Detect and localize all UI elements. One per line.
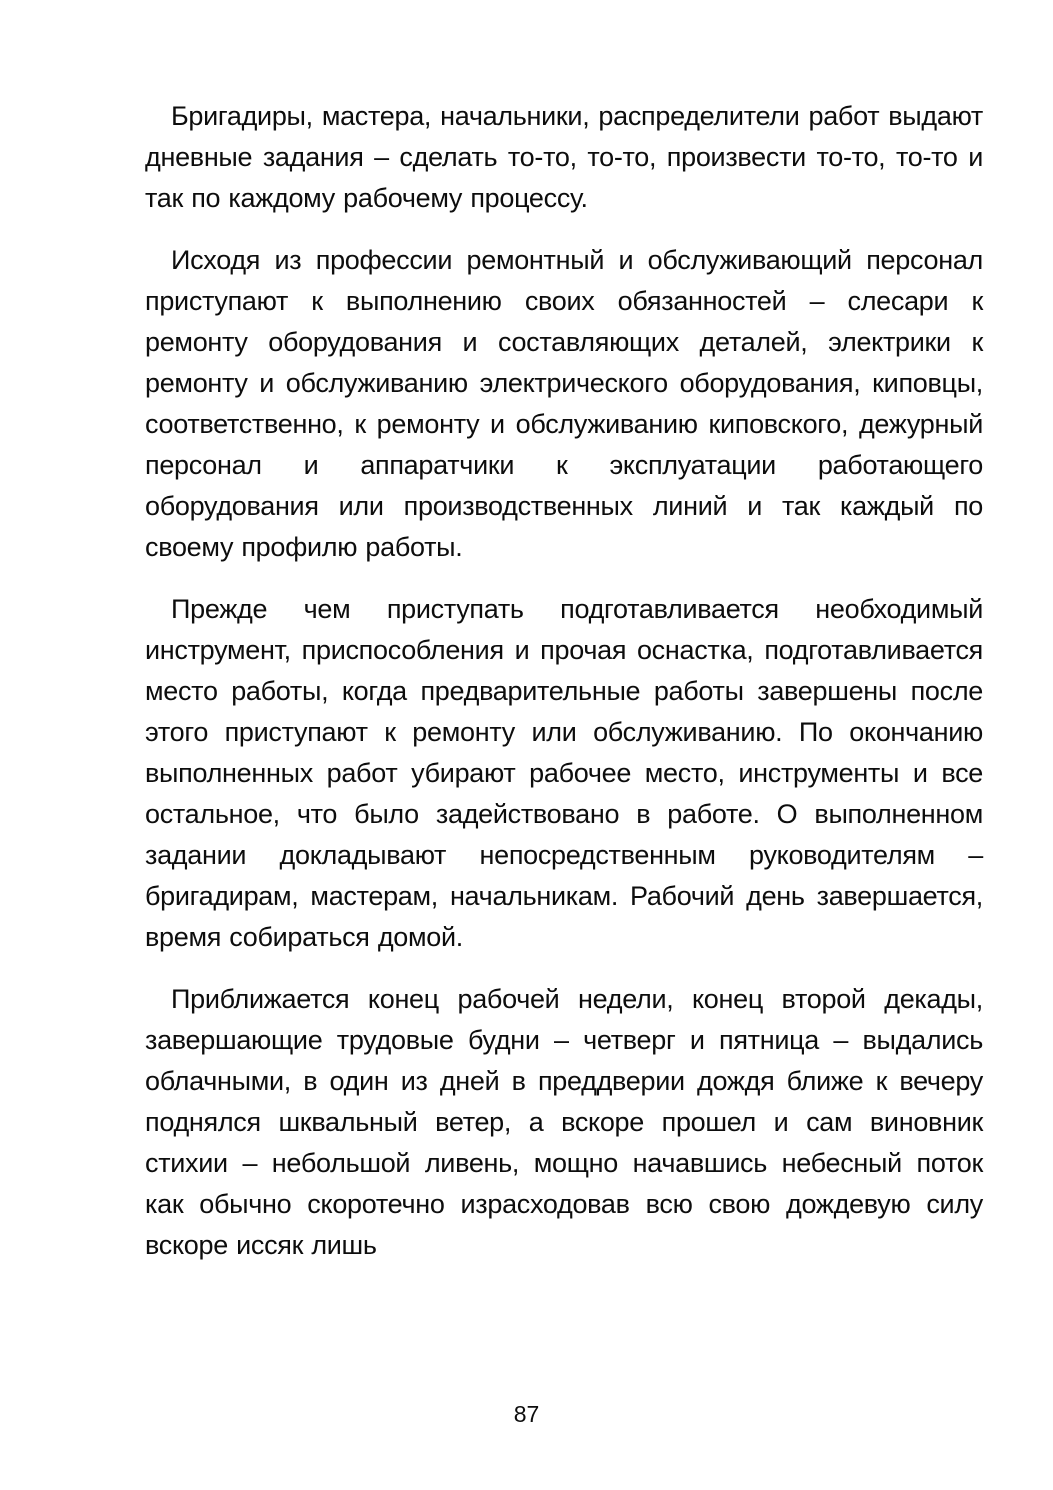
paragraph-work-preparation: Прежде чем приступать подготавливается необходимый инструмент, приспособления и прочая оснастка, подготавливается место работы, когда предварительные работы завершены после этого приступают к ремонту или обслуживанию. По окончанию выполненных работ убирают рабочее место, инструменты и все остальное, что было задействовано в работе. О выполненном задании докладывают непосредственным руководителям – бригадирам, мастерам, начальникам. Рабочий день завершается, время собираться домой.	[145, 594, 983, 952]
paragraph-week-end: Приближается конец рабочей недели, конец второй декады, завершающие трудовые будни – четверг и пятница – выдались облачными, в один из дней в преддверии дождя ближе к вечеру поднялся шквальный ветер, а вскоре прошел и сам виновник стихии – небольшой ливень, мощно начавшись небесный поток как обычно скоротечно израсходовав всю свою дождевую силу вскоре иссяк лишь	[145, 984, 983, 1260]
page-number: 87	[513, 1401, 540, 1427]
paragraph-tasks: Бригадиры, мастера, начальники, распределители работ выдают дневные задания – сделать то-то, то-то, произвести то-то, то-то и так по каждому рабочему процессу.	[145, 101, 983, 213]
text-block	[145, 96, 983, 1287]
paragraph-personnel-duties: Исходя из профессии ремонтный и обслуживающий персонал приступают к выполнению своих обязанностей – слесари к ремонту оборудования и составляющих деталей, электрики к ремонту и обслуживанию электрического оборудования, киповцы, соответственно, к ремонту и обслуживанию киповского, дежурный персонал и аппаратчики к эксплуатации работающего оборудования или производственных линий и так каждый по своему профилю работы.	[145, 245, 983, 562]
